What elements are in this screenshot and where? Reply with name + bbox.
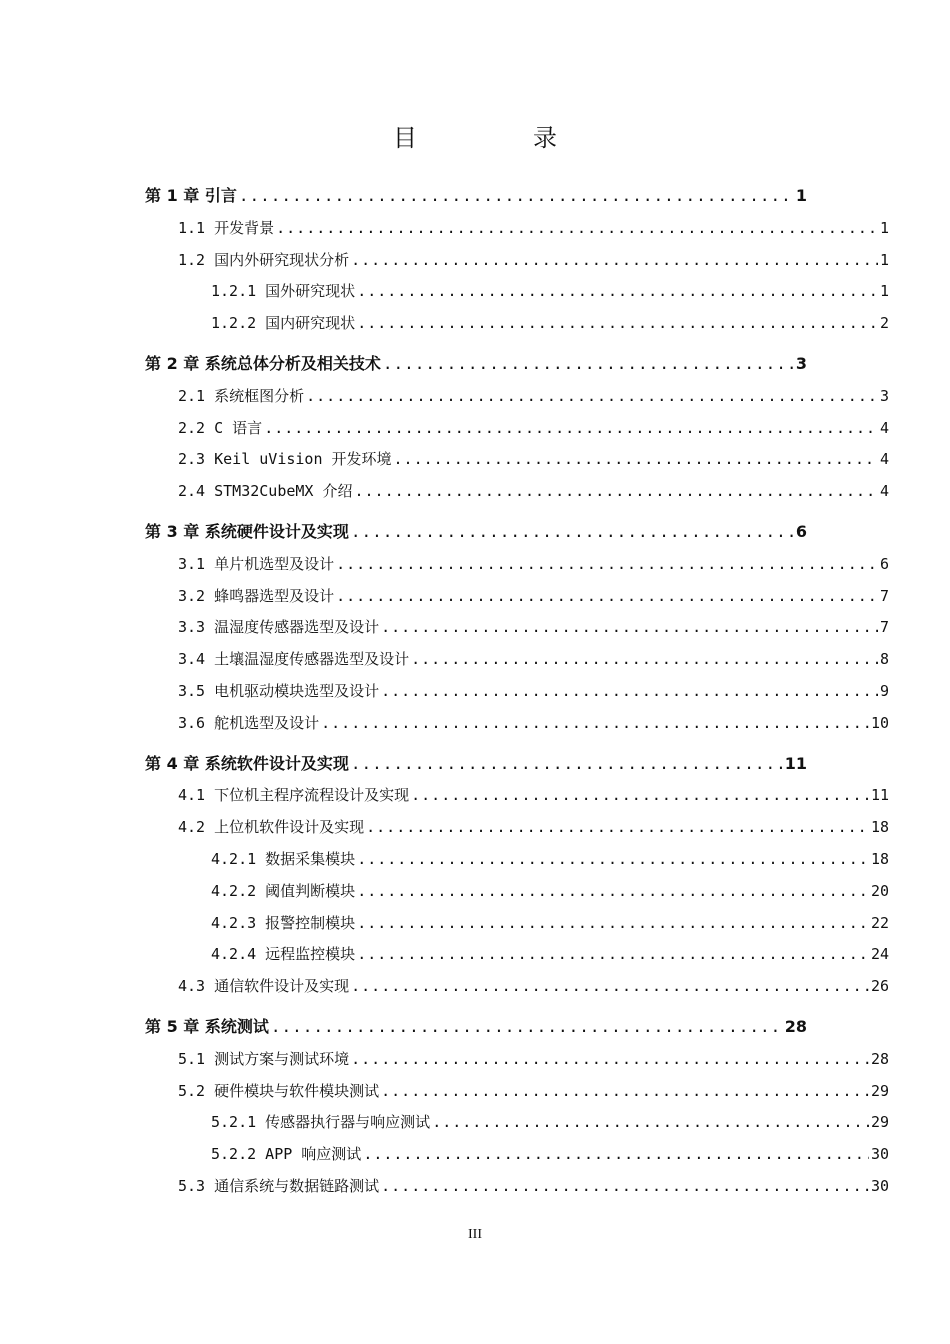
toc-entry (178, 679, 889, 703)
toc-entry (178, 1079, 889, 1103)
toc-entry-page: 28 (870, 1050, 889, 1068)
toc-entry-page: 1 (879, 282, 889, 300)
toc-entry-label: 3.3 温湿度传感器选型及设计 (178, 618, 380, 636)
toc-entry (178, 552, 889, 576)
toc-entry (178, 584, 889, 608)
toc-entry (145, 1015, 807, 1039)
toc-entry (178, 1174, 889, 1198)
toc-leader-dots (355, 479, 878, 503)
toc-entry-label: 第 1 章 引言 (145, 186, 237, 205)
toc-entry (145, 752, 807, 776)
toc-entry (145, 184, 807, 208)
toc-leader-dots (336, 584, 878, 608)
toc-entry (178, 416, 889, 440)
toc-leader-dots (381, 679, 878, 703)
toc-entry-label: 2.2 C 语言 (178, 419, 263, 437)
toc-leader-dots (351, 974, 869, 998)
toc-entry-page: 7 (879, 587, 889, 605)
toc-entry-label: 2.4 STM32CubeMX 介绍 (178, 482, 353, 500)
toc-entry-label: 4.2.2 阈值判断模块 (211, 882, 356, 900)
toc-entry (211, 1142, 889, 1166)
toc-leader-dots (351, 752, 783, 776)
toc-entry-page: 30 (870, 1177, 889, 1195)
toc-entry-label: 第 2 章 系统总体分析及相关技术 (145, 354, 381, 373)
toc-entry-label: 5.1 测试方案与测试环境 (178, 1050, 350, 1068)
toc-entry-page: 9 (879, 682, 889, 700)
toc-entry-page: 29 (870, 1113, 889, 1131)
page-number: III (468, 1227, 482, 1242)
toc-leader-dots (336, 552, 878, 576)
toc-entry-label: 4.3 通信软件设计及实现 (178, 977, 350, 995)
toc-leader-dots (276, 216, 878, 240)
toc-entry-label: 4.1 下位机主程序流程设计及实现 (178, 786, 410, 804)
toc-entry (178, 711, 889, 735)
toc-entry (211, 279, 889, 303)
toc-leader-dots (264, 416, 878, 440)
toc-leader-dots (381, 615, 878, 639)
toc-entry (211, 311, 889, 335)
toc-entry-label: 1.2 国内外研究现状分析 (178, 251, 350, 269)
toc-entry (211, 847, 889, 871)
toc-entry-page: 24 (870, 945, 889, 963)
toc-entry (178, 615, 889, 639)
toc-entry-label: 3.5 电机驱动模块选型及设计 (178, 682, 380, 700)
toc-entry (178, 384, 889, 408)
toc-entry-page: 3 (879, 387, 889, 405)
toc-entry-page: 18 (870, 850, 889, 868)
toc-entry-label: 1.1 开发背景 (178, 219, 275, 237)
toc-entry-label: 3.1 单片机选型及设计 (178, 555, 335, 573)
toc-leader-dots (306, 384, 878, 408)
toc-entry-label: 3.2 蜂鸣器选型及设计 (178, 587, 335, 605)
toc-leader-dots (351, 520, 794, 544)
toc-entry-page: 4 (879, 450, 889, 468)
toc-entry-page: 7 (879, 618, 889, 636)
toc-entry-label: 1.2.1 国外研究现状 (211, 282, 356, 300)
toc-leader-dots (366, 815, 869, 839)
toc-leader-dots (394, 447, 878, 471)
toc-leader-dots (357, 942, 869, 966)
toc-entry-label: 3.4 土壤温湿度传感器选型及设计 (178, 650, 410, 668)
toc-entry-page: 10 (870, 714, 889, 732)
toc-entry-label: 第 4 章 系统软件设计及实现 (145, 754, 349, 773)
toc-leader-dots (411, 783, 869, 807)
toc-entry (178, 974, 889, 998)
toc-title: 目 录 (393, 124, 603, 152)
toc-leader-dots (357, 879, 869, 903)
toc-entry (211, 942, 889, 966)
toc-entry (145, 352, 807, 376)
toc-entry-page: 6 (879, 555, 889, 573)
toc-leader-dots (357, 311, 878, 335)
toc-entry-label: 5.2.1 传感器执行器与响应测试 (211, 1113, 431, 1131)
toc-entry (211, 879, 889, 903)
toc-entry-page: 8 (879, 650, 889, 668)
toc-entry (178, 647, 889, 671)
toc-entry-label: 2.3 Keil uVision 开发环境 (178, 450, 392, 468)
toc-entry (178, 815, 889, 839)
toc-leader-dots (351, 1047, 869, 1071)
toc-entry (178, 783, 889, 807)
toc-entry-label: 4.2 上位机软件设计及实现 (178, 818, 365, 836)
toc-entry-page: 4 (879, 482, 889, 500)
toc-leader-dots (381, 1174, 869, 1198)
toc-entry-label: 第 3 章 系统硬件设计及实现 (145, 522, 349, 541)
toc-leader-dots (357, 279, 878, 303)
toc-entry-label: 5.2 硬件模块与软件模块测试 (178, 1082, 380, 1100)
toc-leader-dots (357, 911, 869, 935)
toc-entry-page: 26 (870, 977, 889, 995)
toc-leader-dots (321, 711, 869, 735)
toc-entry-page: 29 (870, 1082, 889, 1100)
toc-leader-dots (411, 647, 878, 671)
toc-entry-label: 5.2.2 APP 响应测试 (211, 1145, 362, 1163)
toc-entry-page: 20 (870, 882, 889, 900)
toc-entry-page: 4 (879, 419, 889, 437)
toc-entry (178, 447, 889, 471)
toc-entry-page: 3 (795, 354, 807, 373)
toc-leader-dots (432, 1110, 869, 1134)
toc-leader-dots (383, 352, 794, 376)
toc-entry-page: 6 (795, 522, 807, 541)
toc-entry (178, 1047, 889, 1071)
toc-entry (211, 911, 889, 935)
toc-entry-page: 22 (870, 914, 889, 932)
toc-entry-label: 2.1 系统框图分析 (178, 387, 305, 405)
toc-entry-page: 1 (795, 186, 807, 205)
toc-entry (178, 248, 889, 272)
toc-entry-page: 1 (879, 251, 889, 269)
toc-entry-page: 18 (870, 818, 889, 836)
toc-entry (178, 479, 889, 503)
toc-entry-label: 4.2.3 报警控制模块 (211, 914, 356, 932)
toc-entry-page: 28 (784, 1017, 807, 1036)
toc-entry (145, 520, 807, 544)
toc-entry (178, 216, 889, 240)
toc-entry-page: 11 (870, 786, 889, 804)
toc-leader-dots (363, 1142, 869, 1166)
toc-entry-page: 2 (879, 314, 889, 332)
toc-entry-label: 1.2.2 国内研究现状 (211, 314, 356, 332)
toc-entry-page: 1 (879, 219, 889, 237)
toc-entry-page: 30 (870, 1145, 889, 1163)
toc-entry-label: 4.2.1 数据采集模块 (211, 850, 356, 868)
toc-entry (211, 1110, 889, 1134)
toc-leader-dots (271, 1015, 783, 1039)
toc-leader-dots (351, 248, 878, 272)
toc-leader-dots (381, 1079, 869, 1103)
toc-leader-dots (239, 184, 794, 208)
toc-entry-label: 5.3 通信系统与数据链路测试 (178, 1177, 380, 1195)
toc-entry-label: 4.2.4 远程监控模块 (211, 945, 356, 963)
toc-leader-dots (357, 847, 869, 871)
toc-entry-page: 11 (784, 754, 807, 773)
toc-entry-label: 3.6 舵机选型及设计 (178, 714, 320, 732)
toc-entry-label: 第 5 章 系统测试 (145, 1017, 269, 1036)
